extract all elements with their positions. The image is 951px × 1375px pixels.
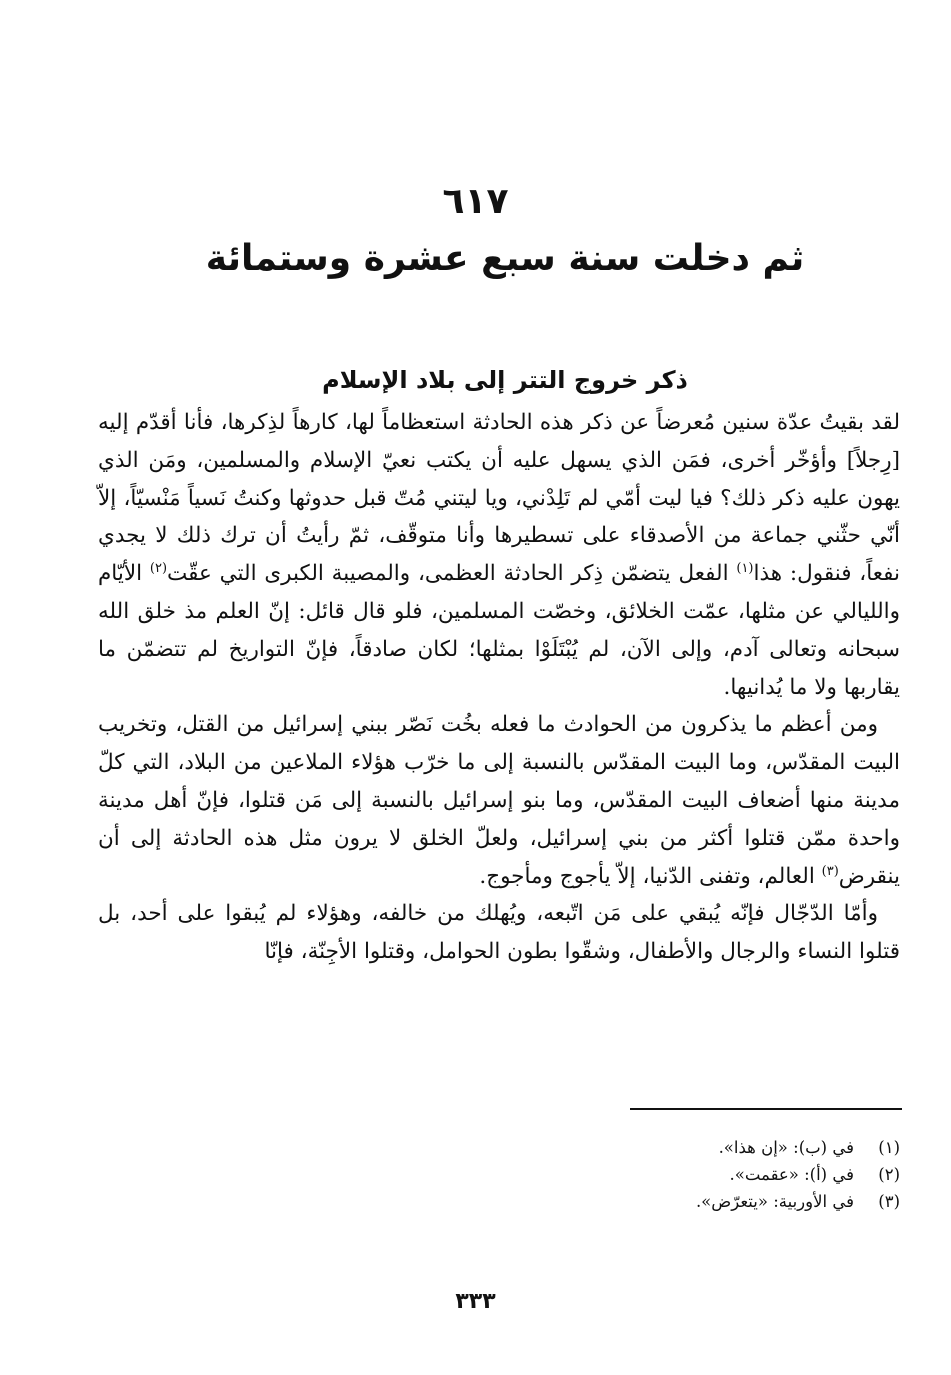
footnote-number: (٢) — [878, 1165, 900, 1184]
footnote — [500, 1134, 900, 1161]
year-number: ٦١٧ — [442, 181, 509, 222]
paragraph — [98, 706, 900, 895]
page-number: ٣٣٣ — [455, 1289, 496, 1314]
paragraph-text: العالم، وتفنى الدّنيا، إلاّ يأجوج ومأجوج. — [479, 863, 822, 889]
footnote-text: في (ب): «إن هذا». — [718, 1138, 854, 1157]
footnote-text: في (أ): «عقمت». — [729, 1165, 854, 1184]
section-heading: ذكر خروج التتر إلى بلاد الإسلام — [322, 366, 688, 394]
paragraph — [98, 404, 900, 706]
paragraph — [98, 895, 900, 971]
footnote-marker: (٢) — [149, 561, 168, 577]
paragraph-text: لقد بقيتُ عدّة سنين مُعرضاً عن ذكر هذه الحادثة استعظاماً لها، كارهاً لذِكرها، فأنا أقدّم إليه [رِجلاً] وأؤخّر أخرى، فمَن الذي يسهل عليه أن يكتب نعيّ الإسلام والمسلمين، ومَن الذي يهون عليه ذكر ذلك؟ فيا ليت أمّي لم تَلِدْني، ويا ليتني مُتّ قبل حدوثها وكنتُ نَسياً مَنْسيّاً، إلاّ أنّي حثّني جماعة من الأصدقاء على تسطيرها وأنا متوقّف، ثمّ رأيتُ أن ترك ذلك لا يجدي نفعاً، فنقول: هذا — [98, 410, 900, 587]
paragraph-text: الأيّام والليالي عن مثلها، عمّت الخلائق، وخصّت المسلمين، فلو قال قائل: إنّ العلم مذ خلق الله سبحانه وتعالى آدم، وإلى الآن، لم يُبْتَلَوْا بمثلها؛ لكان صادقاً، فإنّ التواريخ لم تتضمّن ما يقاربها ولا ما يُدانيها. — [98, 561, 900, 700]
footnote-marker: (٣) — [821, 863, 839, 879]
footnote-marker: (١) — [736, 561, 754, 577]
footnote-text: في الأوربية: «يتعرّض». — [695, 1192, 854, 1211]
footnote-number: (١) — [878, 1138, 900, 1157]
footnote — [500, 1188, 900, 1215]
paragraph-text: الفعل يتضمّن ذِكر الحادثة العظمى، والمصيبة الكبرى التي عقّت — [167, 561, 737, 587]
footnote — [500, 1161, 900, 1188]
footnotes — [500, 1134, 900, 1215]
footnote-number: (٣) — [878, 1192, 900, 1211]
footnote-divider — [630, 1108, 902, 1110]
body-text — [98, 404, 900, 971]
paragraph-text: ومن أعظم ما يذكرون من الحوادث ما فعله بخُت نَصّر ببني إسرائيل من القتل، وتخريب البيت المقدّس، وما البيت المقدّس بالنسبة إلى ما خرّب هؤلاء الملاعين من البلاد، التي كلّ مدينة منها أضعاف البيت المقدّس، وما بنو إسرائيل بالنسبة إلى مَن قتلوا، فإنّ أهل مدينة واحدة ممّن قتلوا أكثر من بني إسرائيل، ولعلّ الخلق لا يرون مثل هذه الحادثة إلى أن ينقرض — [98, 712, 900, 889]
paragraph-text: وأمّا الدّجّال فإنّه يُبقي على مَن اتّبعه، ويُهلك من خالفه، وهؤلاء لم يُبقوا على أحد، بل قتلوا النساء والرجال والأطفال، وشقّوا بطون الحوامل، وقتلوا الأجِنّة، فإنّا — [98, 901, 900, 965]
chapter-title: ثم دخلت سنة سبع عشرة وستمائة — [205, 238, 805, 279]
